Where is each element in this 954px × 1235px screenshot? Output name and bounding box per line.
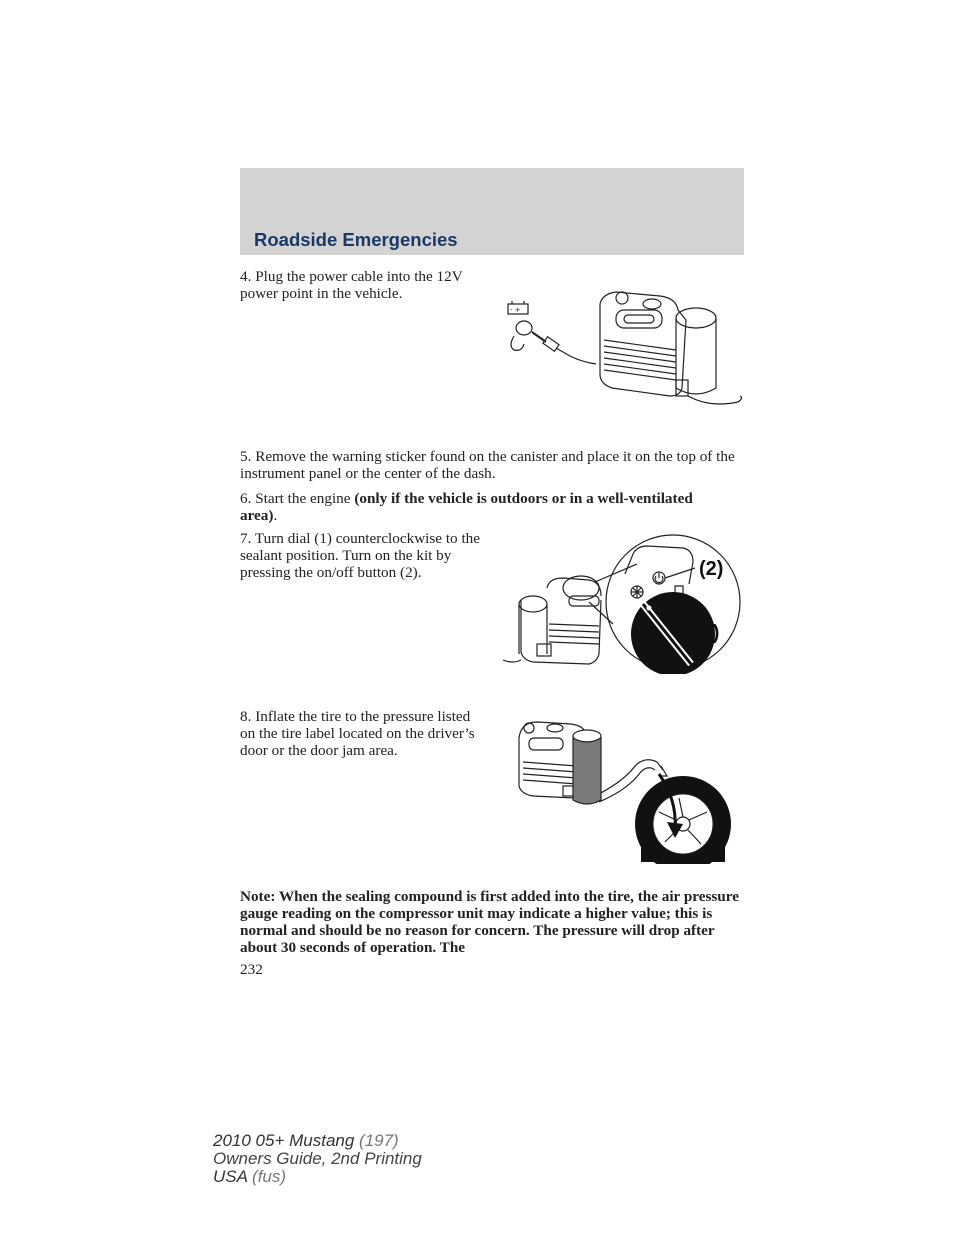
figure-dial-button (503, 534, 743, 674)
step-8-text: 8. Inflate the tire to the pressure listed on the tire label located on the driver’s door or the door jam area. (240, 708, 475, 759)
footer-print-info (213, 1132, 422, 1186)
label-dial: (1) (695, 622, 720, 644)
svg-text:- +: - + (510, 306, 521, 314)
figure-inflate-tire (515, 716, 735, 864)
step-6-end: . (273, 507, 278, 524)
footer-market-code: (fus) (247, 1167, 287, 1186)
page-number: 232 (240, 961, 263, 978)
step-6-text (240, 490, 700, 524)
footer-line-1 (213, 1132, 422, 1150)
step-6-warning: (only if the vehicle is outdoors or in a well-ventilated area) (240, 490, 693, 524)
note-text: Note: When the sealing compound is first added into the tire, the air pressure gauge reading on the compressor unit may indicate a higher value; this is normal and should be no reason for concern. The pressure will drop after about 30 seconds of operation. The (240, 888, 739, 956)
footer-line-2: Owners Guide, 2nd Printing (213, 1149, 422, 1168)
step-6-plain: 6. Start the engine (240, 490, 355, 507)
step-5-text: 5. Remove the warning sticker found on the canister and place it on the top of the instrument panel or the center of the dash. (240, 448, 735, 482)
footer-model: 2010 05+ Mustang (213, 1131, 355, 1150)
section-title: Roadside Emergencies (254, 229, 458, 250)
footer-model-code: (197) (354, 1131, 399, 1150)
figure-power-cable (500, 284, 745, 414)
footer-line-3 (213, 1168, 422, 1186)
step-7-text: 7. Turn dial (1) counterclockwise to the sealant position. Turn on the kit by pressing the on/off button (2). (240, 530, 481, 581)
label-on-off-button: (2) (699, 558, 724, 580)
footer-market: USA (213, 1167, 248, 1186)
section-header-band (240, 168, 744, 255)
step-4-text: 4. Plug the power cable into the 12V power point in the vehicle. (240, 268, 463, 302)
